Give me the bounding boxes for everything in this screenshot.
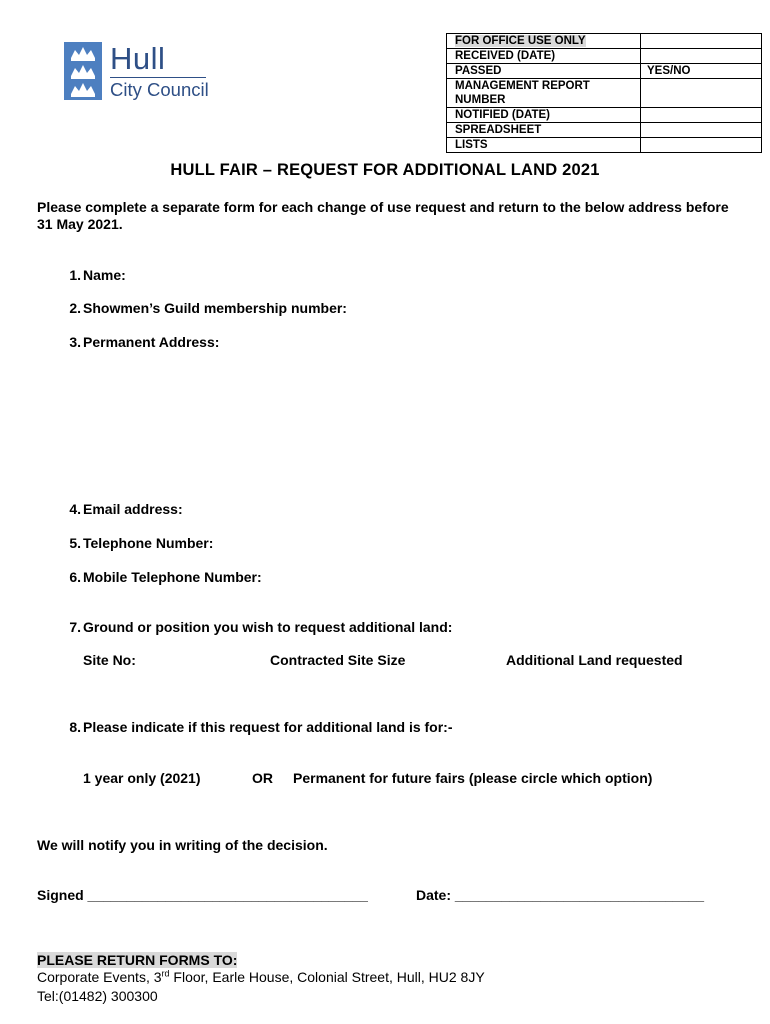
question-text: Telephone Number:	[83, 535, 214, 551]
table-cell	[641, 138, 762, 153]
site-no-label: Site No:	[83, 652, 136, 668]
intro-text: Please complete a separate form for each change of use request and return to the below address before 31 May 2021.	[37, 199, 729, 232]
signed-line: Signed ____________________________________	[37, 887, 368, 903]
question-text: Name:	[83, 267, 126, 283]
question-text: Showmen’s Guild membership number:	[83, 300, 347, 316]
logo-divider	[110, 77, 206, 78]
table-row	[447, 79, 762, 108]
additional-land-label: Additional Land requested	[506, 652, 683, 668]
table-cell	[641, 123, 762, 138]
option-one-year: 1 year only (2021)	[83, 770, 201, 786]
table-row	[447, 64, 762, 79]
date-line: Date: ________________________________	[416, 887, 705, 903]
question-number: 3.	[69, 334, 81, 350]
table-row	[447, 34, 762, 49]
crown-crest-icon	[64, 42, 102, 100]
table-cell	[641, 79, 762, 108]
office-use-heading: FOR OFFICE USE ONLY	[455, 35, 586, 47]
return-telephone: Tel:(01482) 300300	[37, 988, 158, 1004]
question-number: 8.	[69, 719, 81, 735]
table-row	[447, 123, 762, 138]
question-text: Permanent Address:	[83, 334, 220, 350]
table-cell	[641, 49, 762, 64]
table-cell	[641, 34, 762, 49]
return-heading: PLEASE RETURN FORMS TO:	[37, 952, 238, 968]
question-number: 5.	[69, 535, 81, 551]
office-use-table	[446, 33, 762, 153]
address-ordinal: rd	[161, 968, 170, 979]
question-number: 4.	[69, 501, 81, 517]
table-cell	[447, 34, 641, 49]
logo-line1: Hull	[110, 41, 166, 76]
table-cell	[641, 108, 762, 123]
table-cell: LISTS	[447, 138, 641, 153]
table-cell: PASSED	[447, 64, 641, 79]
question-text: Mobile Telephone Number:	[83, 569, 262, 585]
option-or: OR	[252, 770, 273, 786]
table-cell: RECEIVED (DATE)	[447, 49, 641, 64]
option-permanent: Permanent for future fairs (please circle which option)	[293, 770, 653, 786]
table-row	[447, 138, 762, 153]
question-text: Please indicate if this request for additional land is for:-	[83, 719, 453, 735]
return-address	[37, 969, 485, 985]
question-text: Email address:	[83, 501, 183, 517]
question-number: 7.	[69, 619, 81, 635]
table-cell: SPREADSHEET	[447, 123, 641, 138]
address-part: Floor, Earle House, Colonial Street, Hull, HU2 8JY	[169, 969, 485, 985]
question-number: 6.	[69, 569, 81, 585]
question-number: 1.	[69, 267, 81, 283]
question-number: 2.	[69, 300, 81, 316]
question-text: Ground or position you wish to request additional land:	[83, 619, 453, 635]
table-cell: NOTIFIED (DATE)	[447, 108, 641, 123]
table-cell: YES/NO	[641, 64, 762, 79]
table-row	[447, 108, 762, 123]
address-part: Corporate Events, 3	[37, 969, 162, 985]
contracted-site-size-label: Contracted Site Size	[270, 652, 406, 668]
table-row	[447, 49, 762, 64]
table-cell: MANAGEMENT REPORT NUMBER	[447, 79, 641, 108]
council-logo	[64, 42, 214, 102]
page-title: HULL FAIR – REQUEST FOR ADDITIONAL LAND 2021	[170, 161, 600, 179]
notify-text: We will notify you in writing of the decision.	[37, 837, 328, 853]
logo-line2: City Council	[110, 79, 209, 100]
